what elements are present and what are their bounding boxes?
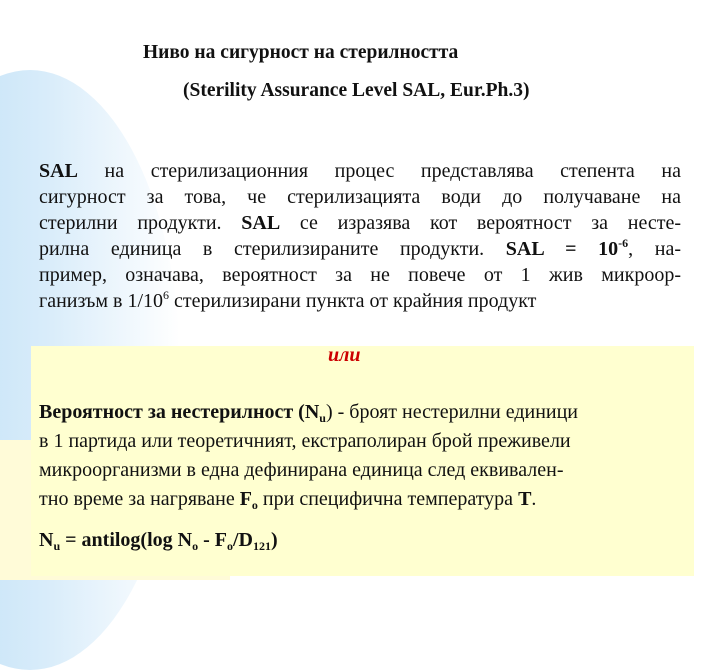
paragraph-line: ганизъм в $1/10^6$ стерилизирани пункта от крайния продукт [39, 288, 537, 312]
sal-abbr: SAL [241, 212, 281, 234]
definition-line: в 1 партида или теоретичният, екстраполиран брой преживели [39, 430, 571, 452]
heating-time-symbol: $F_o$ [239, 488, 258, 512]
sal-definition-paragraph [39, 158, 681, 314]
separator-or: или [328, 344, 361, 366]
slide-subtitle: (Sterility Assurance Level SAL, Eur.Ph.3) [183, 80, 530, 101]
slide-title: Ниво на сигурност на стерилността [143, 42, 459, 63]
paragraph-line: сигурност за това, че стерилизацията води до получаване на [39, 186, 681, 208]
nonsterility-definition [39, 398, 689, 514]
definition-line: микроорганизми в една дефинирана единица след еквивален- [39, 459, 564, 481]
paragraph-line: рилна единица в стерилизираните продукти. SAL = $10^{-6}$, на- [39, 236, 681, 260]
definition-term: Вероятност за нестерилност ($N_u$ [39, 401, 326, 425]
temperature-symbol: T [518, 488, 532, 510]
paragraph-line: пример, означава, вероятност за не повече от 1 жив микроор- [39, 264, 681, 286]
nu-formula: $N_u$ = antilog(log $N_o - F_o/D_{121}$) [39, 529, 278, 553]
sal-equation: SAL = $10^{-6}$ [505, 236, 629, 260]
paragraph-line: SAL на стерилизационния процес представлява степента на [39, 160, 681, 182]
paragraph-line: стерилни продукти. SAL се изразява кот вероятност за несте- [39, 212, 681, 234]
sal-abbr: SAL [39, 160, 78, 182]
definition-line: тно време за нагряване $F_o$ при специфична температура T. [39, 488, 537, 512]
definition-line: Вероятност за нестерилност $(N_u)$ - броят нестерилни единици [39, 401, 579, 425]
